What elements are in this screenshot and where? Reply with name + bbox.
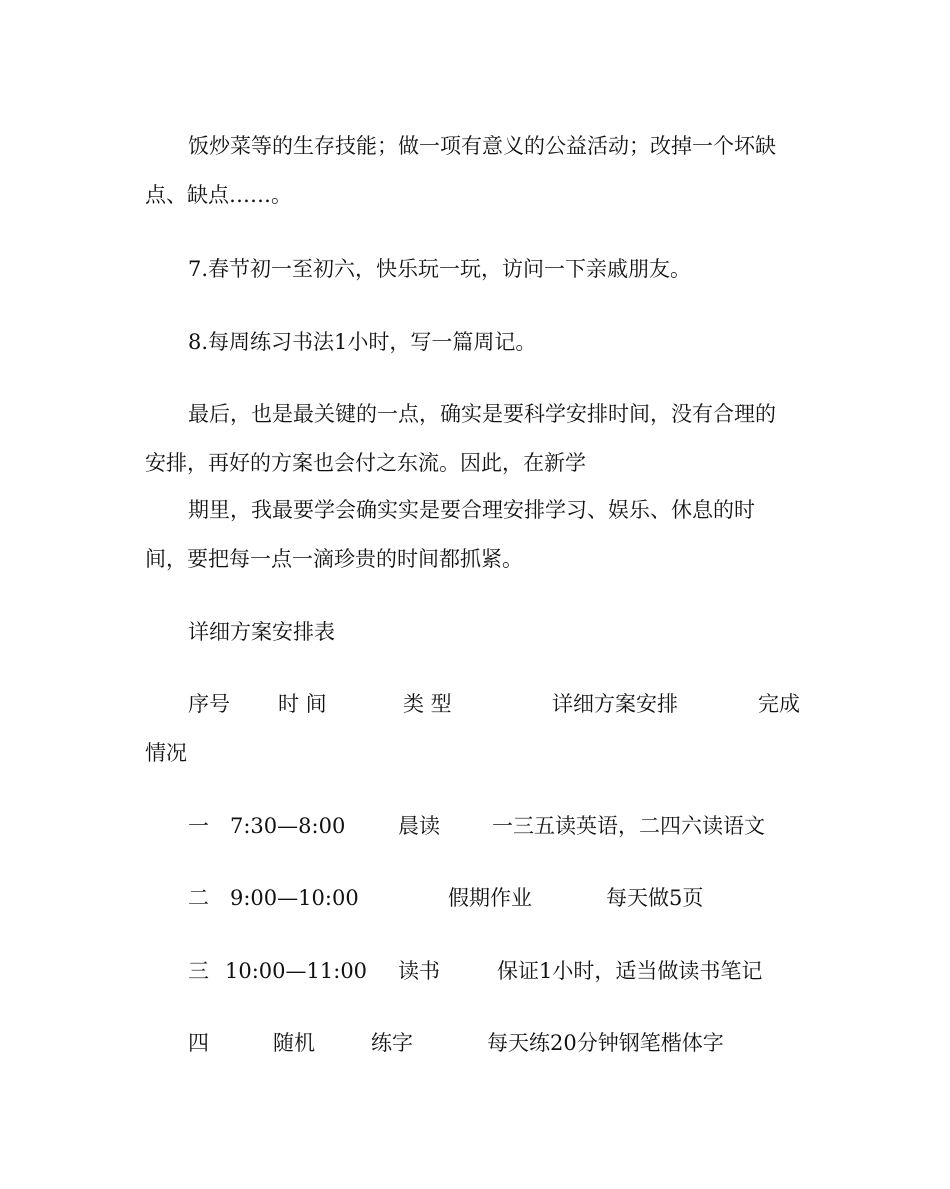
paragraph-line: 7.春节初一至初六，快乐玩一玩，访问一下亲戚朋友。 [188, 257, 692, 281]
table-row-4-time: 随机 [273, 1031, 315, 1055]
table-header-time: 时 间 [278, 692, 327, 716]
table-header-index: 序号 [188, 692, 230, 716]
paragraph-line: 间，要把每一点一滴珍贵的时间都抓紧。 [145, 547, 523, 571]
table-row-1-index: 一 [188, 814, 209, 838]
table-header-plan: 详细方案安排 [552, 692, 678, 716]
table-row-2-time: 9:00—10:00 [230, 886, 359, 910]
paragraph-line: 饭炒菜等的生存技能；做一项有意义的公益活动；改掉一个坏缺 [188, 134, 776, 158]
table-row-3-time: 10:00—11:00 [225, 959, 368, 983]
table-row-2-type: 假期作业 [448, 886, 532, 910]
table-header-type: 类 型 [403, 692, 452, 716]
table-row-1-type: 晨读 [398, 814, 440, 838]
table-row-3-type: 读书 [398, 959, 440, 983]
table-row-3-plan: 保证1小时，适当做读书笔记 [497, 959, 763, 983]
table-row-4-plan: 每天练20分钟钢笔楷体字 [487, 1031, 724, 1055]
paragraph-line: 期里，我最要学会确实实是要合理安排学习、娱乐、休息的时 [188, 498, 755, 522]
table-header-status-wrap: 情况 [145, 741, 187, 765]
table-title: 详细方案安排表 [188, 620, 335, 644]
paragraph-line: 8.每周练习书法1小时，写一篇周记。 [188, 330, 537, 354]
table-row-4-index: 四 [188, 1031, 209, 1055]
table-row-1-time: 7:30—8:00 [230, 814, 346, 838]
table-row-2-index: 二 [188, 886, 209, 910]
table-row-3-index: 三 [188, 959, 209, 983]
table-row-1-plan: 一三五读英语，二四六读语文 [492, 814, 765, 838]
table-row-2-plan: 每天做5页 [606, 886, 704, 910]
paragraph-line: 最后，也是最关键的一点，确实是要科学安排时间，没有合理的 [188, 402, 776, 426]
paragraph-line: 安排，再好的方案也会付之东流。因此，在新学 [145, 451, 586, 475]
paragraph-line: 点、缺点……。 [145, 183, 292, 207]
table-header-status: 完成 [758, 692, 800, 716]
table-row-4-type: 练字 [371, 1031, 413, 1055]
